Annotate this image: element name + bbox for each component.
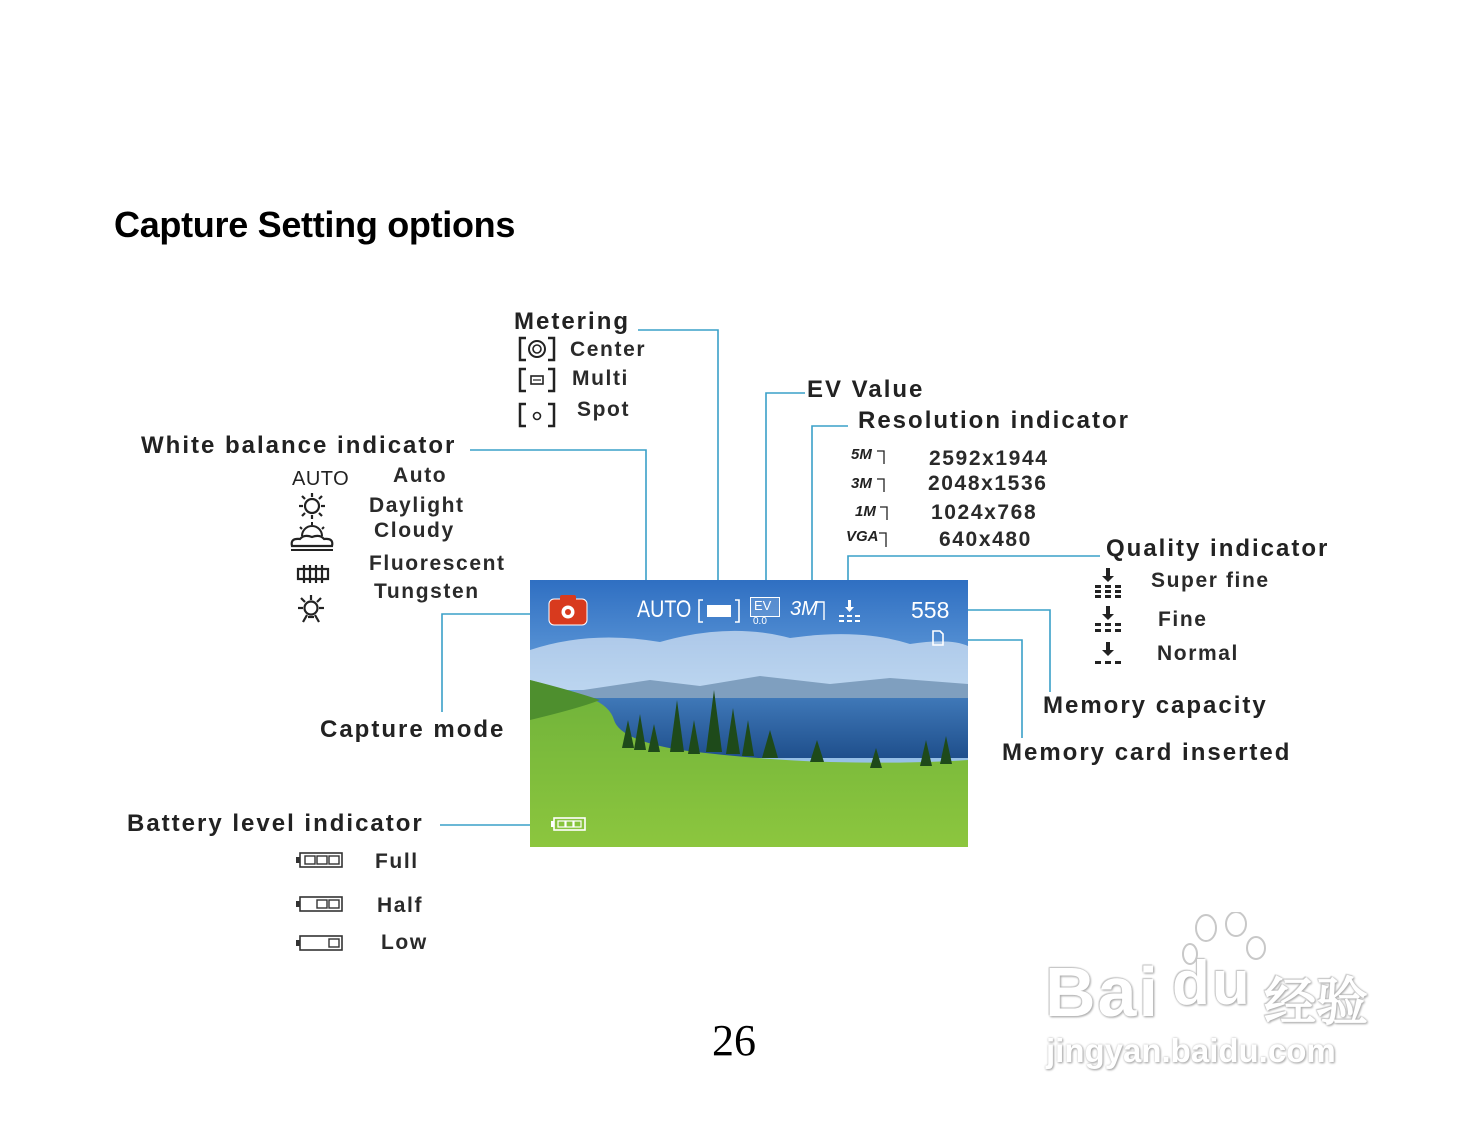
battery-item-label: Half xyxy=(377,894,424,917)
screen-battery-icon xyxy=(551,817,587,831)
screen-resolution-indicator: 3M xyxy=(790,598,818,620)
resolution-item-label: 2592x1944 xyxy=(929,447,1049,470)
capture-mode-header: Capture mode xyxy=(320,716,506,743)
normal-quality-icon xyxy=(1093,642,1123,666)
cloudy-icon xyxy=(288,522,336,554)
fluorescent-icon xyxy=(296,564,330,584)
wb-item-label: Tungsten xyxy=(374,580,480,603)
quality-item-label: Normal xyxy=(1157,642,1239,665)
wb-item-label: Fluorescent xyxy=(369,552,506,575)
metering-item-label: Center xyxy=(570,338,647,361)
page-number: 26 xyxy=(712,1016,756,1065)
quality-item-label: Fine xyxy=(1158,608,1208,631)
super-fine-quality-icon xyxy=(1093,568,1123,598)
battery-half-icon xyxy=(296,896,344,912)
watermark-brand: Bai xyxy=(1045,953,1160,1031)
camera-preview-screen xyxy=(530,580,968,847)
resolution-leader xyxy=(812,426,848,600)
watermark-cn: 经验 xyxy=(1264,974,1369,1032)
screen-memory-capacity: 558 xyxy=(911,597,950,623)
tungsten-icon xyxy=(296,594,326,624)
multi-metering-icon xyxy=(518,367,556,393)
metering-item-label: Spot xyxy=(577,398,631,421)
resolution-vga-icon: VGA xyxy=(846,528,879,545)
resolution-header: Resolution indicator xyxy=(858,407,1131,434)
resolution-item-label: 640x480 xyxy=(939,528,1032,551)
resolution-item-label: 1024x768 xyxy=(931,501,1038,524)
camera-mode-icon xyxy=(548,594,588,626)
wb-auto-icon: AUTO xyxy=(292,468,350,490)
wb-item-label: Daylight xyxy=(369,494,465,517)
battery-item-label: Full xyxy=(375,850,419,873)
memory-capacity-leader xyxy=(960,610,1050,692)
battery-item-label: Low xyxy=(381,931,428,954)
battery-full-icon xyxy=(296,852,344,868)
watermark-brand-du: du xyxy=(1172,949,1252,1018)
screen-ev-box xyxy=(750,597,780,617)
screen-ev-value: 0.0 xyxy=(753,616,767,627)
screen-memory-card-icon xyxy=(932,630,944,646)
quality-item-label: Super fine xyxy=(1151,569,1270,592)
landscape-photo xyxy=(530,580,968,847)
ev-value-header: EV Value xyxy=(807,376,925,403)
metering-item-label: Multi xyxy=(572,367,629,390)
memory-card-inserted-header: Memory card inserted xyxy=(1002,739,1292,766)
ev-leader xyxy=(766,393,805,598)
white-balance-header: White balance indicator xyxy=(141,432,457,459)
screen-wb-indicator: AUTO xyxy=(637,596,692,623)
spot-metering-icon xyxy=(518,402,556,428)
memory-capacity-header: Memory capacity xyxy=(1043,692,1268,719)
page-title: Capture Setting options xyxy=(114,204,516,245)
wb-item-label: Auto xyxy=(393,464,448,487)
resolution-item-label: 2048x1536 xyxy=(928,472,1048,495)
screen-ev-label: EV xyxy=(754,598,772,613)
fine-quality-icon xyxy=(1093,606,1123,634)
metering-leader xyxy=(638,330,718,598)
screen-quality-icon xyxy=(835,600,865,624)
battery-low-icon xyxy=(296,935,344,951)
screen-resolution-bracket xyxy=(814,600,834,624)
resolution-1m-icon: 1M xyxy=(855,503,876,520)
metering-header: Metering xyxy=(514,308,631,335)
center-metering-icon xyxy=(518,336,556,362)
resolution-5m-icon: 5M xyxy=(851,446,872,463)
watermark-url: jingyan.baidu.com xyxy=(1046,1032,1336,1069)
capture-mode-leader xyxy=(442,614,532,712)
daylight-icon xyxy=(297,492,327,520)
resolution-3m-icon: 3M xyxy=(851,475,872,492)
screen-metering-icon xyxy=(697,598,741,624)
wb-item-label: Cloudy xyxy=(374,519,455,542)
quality-header: Quality indicator xyxy=(1106,535,1330,562)
battery-level-header: Battery level indicator xyxy=(127,810,424,837)
white-balance-leader xyxy=(470,450,646,600)
